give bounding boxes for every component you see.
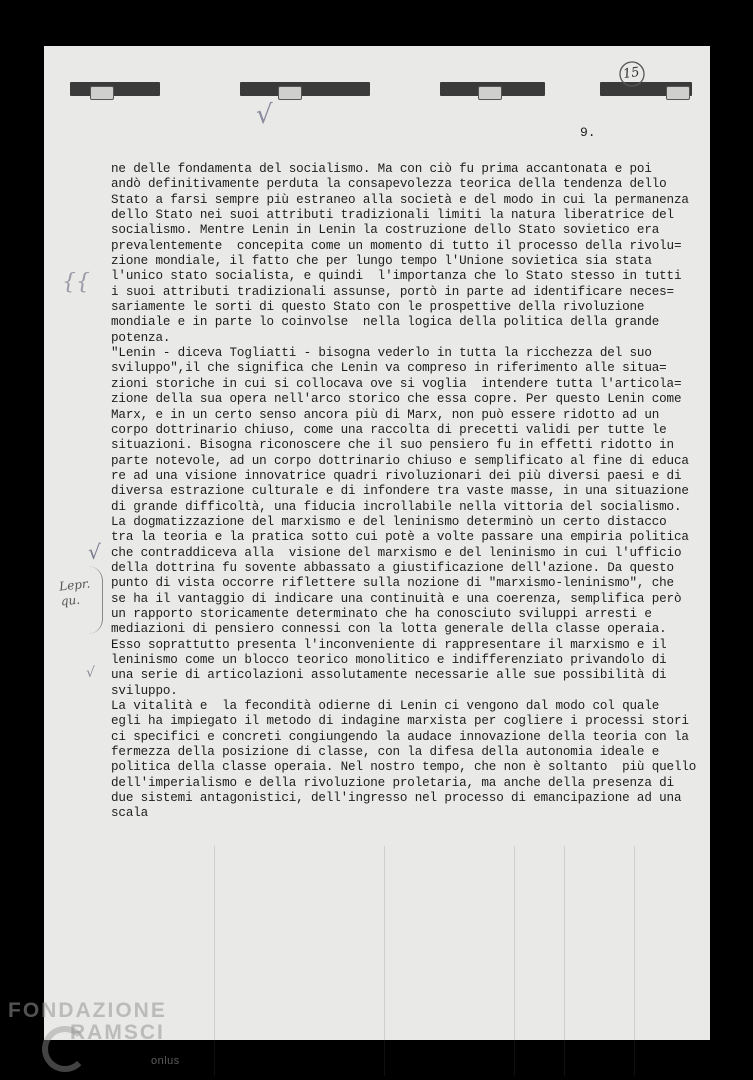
folio-number-circle — [618, 60, 646, 88]
text-line: prevalentemente concepita come un momento di tutto il processo della rivolu= — [111, 238, 682, 253]
checkmark-icon: √ — [88, 540, 101, 564]
text-line: parte notevole, ad un corpo dottrinario chiuso e semplificato al fine di educa — [111, 453, 689, 468]
text-line: sariamente le sorti di questo Stato con le prospettive della rivoluzione — [111, 300, 645, 315]
text-line: dello Stato nei suoi attributi tradizionali limiti la natura liberatrice del — [111, 208, 674, 223]
text-line: corpo dottrinario chiuso, come una raccolta di precetti validi per tutte le — [111, 422, 667, 437]
text-line: zione della sua opera nell'arco storico che essa copre. Per questo Lenin come — [111, 392, 682, 407]
text-line: l'unico stato socialista, e quindi l'importanza che lo Stato stesso in tutti — [111, 269, 682, 284]
note-line: qu. — [60, 592, 81, 609]
text-line: egli ha impiegato il metodo di indagine marxista per cogliere i processi stori — [111, 714, 689, 729]
text-line: zioni storiche in cui si collocava ove si voglia intendere tutta l'articola= — [111, 376, 682, 391]
text-line: diversa estrazione culturale e di infondere tra vaste masse, in una situazione — [111, 484, 689, 499]
text-line: fermezza della posizione di classe, con la difesa della autonomia ideale e — [111, 745, 660, 760]
watermark-line-2: RAMSCI — [70, 1021, 165, 1044]
scan-streak — [634, 846, 635, 1076]
binder-clip-tab — [478, 86, 502, 100]
text-line: zione mondiale, il fatto che per lungo tempo l'Unione sovietica sia stata — [111, 254, 652, 269]
checkmark-icon: √ — [256, 100, 273, 130]
text-line: dell'imperialismo e della rivoluzione proletaria, ma anche della presenza di — [111, 775, 674, 790]
text-line: Marx, e in un certo senso ancora più di Marx, non può essere ridotto ad un — [111, 407, 660, 422]
text-line: leninismo come un blocco teorico monolitico e indifferenziato privandolo di — [111, 653, 667, 667]
scan-streak — [384, 846, 385, 1076]
g-logo-icon — [42, 1026, 88, 1072]
text-line: politica della classe operaia. Nel nostro tempo, che non è soltanto più quello — [111, 760, 697, 775]
text-line: La vitalità e la fecondità odierne di Lenin ci vengono dal modo col quale — [111, 699, 660, 714]
typewritten-body — [111, 162, 697, 822]
binder-clip-tab — [278, 86, 302, 100]
watermark-line-3: onlus — [151, 1055, 180, 1067]
text-line: re ad una visione innovatrice quadri rivoluzionari dei più diversi paesi e di — [111, 468, 682, 483]
text-line: "Lenin - diceva Togliatti - bisogna vederlo in tutta la ricchezza del suo — [111, 346, 652, 361]
text-line: una serie di articolazioni assolutamente necessarie alle sue possibilità di — [111, 668, 667, 683]
text-line: Esso soprattutto presenta l'inconveniente di rappresentare il marxismo e il — [111, 637, 667, 652]
binder-clip-tab — [666, 86, 690, 100]
text-line: di grande difficoltà, una fiducia incrollabile nella vittoria del socialismo. — [111, 499, 682, 514]
margin-brace — [88, 566, 103, 634]
scan-streak — [514, 846, 515, 1076]
scan-streak — [214, 846, 215, 1076]
text-line: socialismo. Mentre Lenin in Lenin la costruzione dello Stato sovietico era — [111, 223, 660, 238]
page-number: 9. — [580, 125, 596, 140]
watermark-line-1: FONDAZIONE — [8, 999, 167, 1022]
binder-clip — [70, 82, 160, 96]
text-line: mediazioni di pensiero connessi con la lotta generale della classe operaia. — [111, 622, 667, 637]
text-line: i suoi attributi tradizionali assunse, portò in parte ad identificare neces= — [111, 284, 674, 299]
text-line: La dogmatizzazione del marxismo e del leninismo determinò un certo distacco — [111, 514, 667, 529]
text-line: che contraddiceva alla visione del marxismo e del leninismo in cui l'ufficio — [111, 545, 682, 560]
folio-number: 15 — [622, 64, 641, 83]
text-line: andò definitivamente perduta la consapevolezza teorica della tendenza dello — [111, 177, 667, 192]
watermark-logo — [8, 999, 180, 1067]
note-line: Lepr. — [58, 576, 91, 594]
text-line: sviluppo",il che significa che Lenin va compreso in riferimento alle situa= — [111, 361, 667, 376]
text-line: mondiale e in parte lo coinvolse nella logica della politica della grande — [111, 315, 660, 330]
binder-clip — [240, 82, 370, 96]
text-line: un rapporto storicamente determinato che ha conosciuto sviluppi arresti e — [111, 606, 652, 621]
text-line: tra la teoria e la pratica sotto cui potè a volte passare una empiria politica — [111, 530, 689, 545]
scan-streak — [564, 846, 565, 1076]
text-line: ne delle fondamenta del socialismo. Ma con ciò fu prima accantonata e poi — [111, 162, 652, 176]
text-line: ci specifici e concreti congiungendo la audace innovazione della teoria con la — [111, 729, 689, 744]
margin-scribble-icon: {{ — [62, 270, 90, 295]
text-line: sviluppo. — [111, 683, 178, 698]
binder-clip-tab — [90, 86, 114, 100]
text-line: situazioni. Bisogna riconoscere che il suo pensiero fu in effetti ridotto in — [111, 438, 674, 453]
text-line: due sistemi antagonistici, dell'ingresso nel processo di emancipazione ad una — [111, 791, 682, 806]
text-line: Stato a farsi sempre più estraneo alla società e del modo in cui la permanenza — [111, 192, 689, 207]
text-line: se ha il vantaggio di indicare una continuità e una coerenza, semplifica però — [111, 591, 682, 606]
text-line: punto di vista occorre riflettere sulla nozione di "marxismo-leninismo", che — [111, 576, 674, 591]
checkmark-icon: √ — [86, 665, 95, 681]
text-line: potenza. — [111, 330, 171, 345]
text-line: della dottrina fu sovente abbassato a giustificazione dell'azione. Da questo — [111, 560, 674, 575]
text-line: scala — [111, 806, 149, 821]
